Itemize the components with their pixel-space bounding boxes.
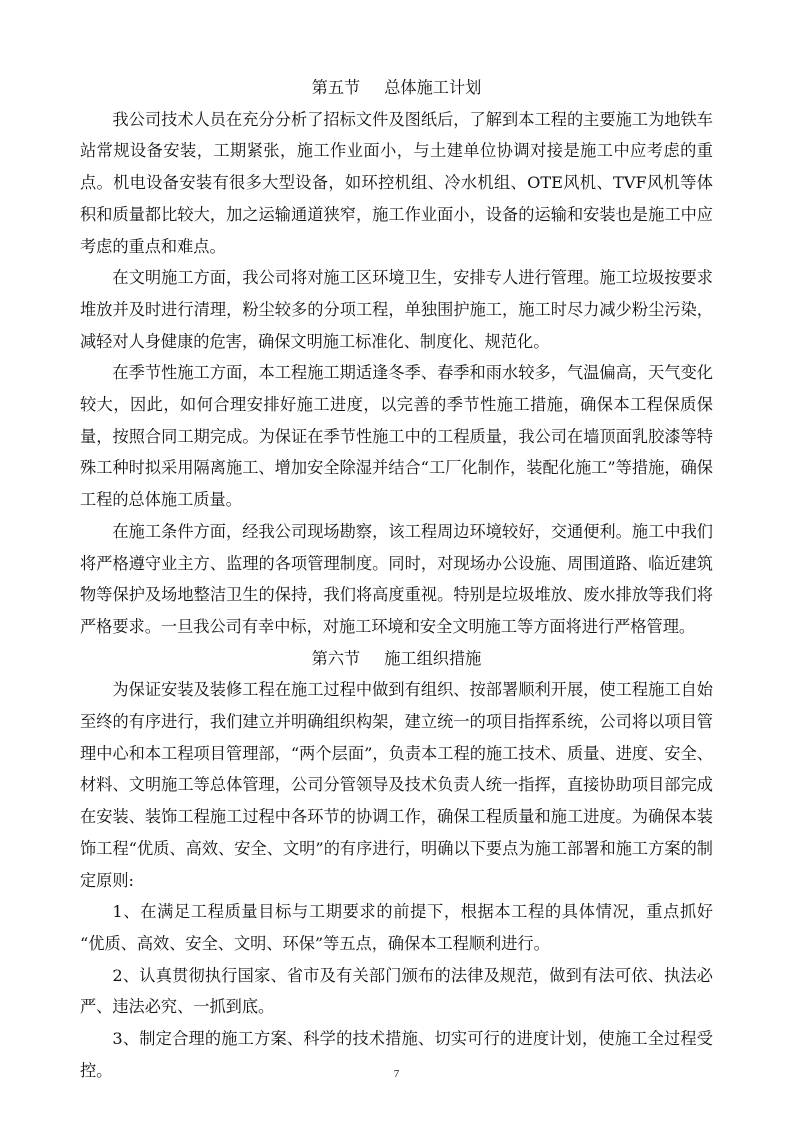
document-body: [80, 72, 713, 1087]
section-6-title: 施工组织措施: [384, 648, 482, 668]
paragraph: 在文明施工方面，我公司将对施工区环境卫生，安排专人进行管理。施工垃圾按要求堆放并及时进行清理，粉尘较多的分项工程，单独围护施工，施工时尽力减少粉尘污染，减轻对人身健康的危害，确保文明施工标准化、制度化、规范化。: [80, 268, 713, 351]
section-5-number: 第五节: [311, 78, 361, 97]
section-5-heading: [80, 72, 713, 104]
section-6-heading: [80, 643, 713, 675]
list-item: 1、在满足工程质量目标与工期要求的前提下，根据本工程的具体情况，重点抓好 “优质、高效、安全、文明、环保”等五点，确保本工程顺利进行。: [80, 902, 713, 953]
list-item: 2、认真贯彻执行国家、省市及有关部门颁布的法律及规范，做到有法可依、执法必严、违法必究、一抓到底。: [80, 965, 713, 1017]
paragraph: 为保证安装及装修工程在施工过程中做到有组织、按部署顺利开展，使工程施工自始至终的有序进行，我们建立并明确组织构架，建立统一的项目指挥系统，公司将以项目管理中心和本工程项目管理部，“两个层面”，负责本工程的施工技术、质量、进度、安全、材料、文明施工等总体管理，公司分管领导及技术负责人统一指挥，直接协助项目部完成在安装、装饰工程施工过程中各环节的协调工作，确保工程质量和施工进度。为确保本装饰工程“优质、高效、安全、文明”的有序进行，明确以下要点为施工部署和施工方案的制定原则:: [80, 680, 713, 890]
list-item: 3、制定合理的施工方案、科学的技术措施、切实可行的进度计划，使施工全过程受控。: [80, 1029, 713, 1080]
section-5-title: 总体施工计划: [384, 78, 482, 97]
section-6-number: 第六节: [311, 648, 361, 668]
page-number: 7: [393, 1068, 400, 1080]
paragraph: 在施工条件方面，经我公司现场勘察，该工程周边环境较好，交通便利。施工中我们将严格遵守业主方、监理的各项管理制度。同时，对现场办公设施、周围道路、临近建筑物等保护及场地整洁卫生的保持，我们将高度重视。特别是垃圾堆放、废水排放等我们将严格要求。一旦我公司有幸中标，对施工环境和安全文明施工等方面将进行严格管理。: [80, 521, 713, 636]
paragraph: 我公司技术人员在充分分析了招标文件及图纸后，了解到本工程的主要施工为地铁车站常规设备安装，工期紧张，施工作业面小，与土建单位协调对接是施工中应考虑的重点。机电设备安装有很多大型设备，如环控机组、冷水机组、OTE风机、TVF风机等体积和质量都比较大，加之运输通道狭窄，施工作业面小，设备的运输和安装也是施工中应考虑的重点和难点。: [80, 109, 713, 256]
paragraph: 在季节性施工方面，本工程施工期适逢冬季、春季和雨水较多，气温偏高，天气变化较大，因此，如何合理安排好施工进度，以完善的季节性施工措施，确保本工程保质保量，按照合同工期完成。为保证在季节性施工中的工程质量，我公司在墙顶面乳胶漆等特殊工种时拟采用隔离施工、增加安全除湿并结合“工厂化制作，装配化施工”等措施，确保工程的总体施工质量。: [80, 363, 713, 510]
